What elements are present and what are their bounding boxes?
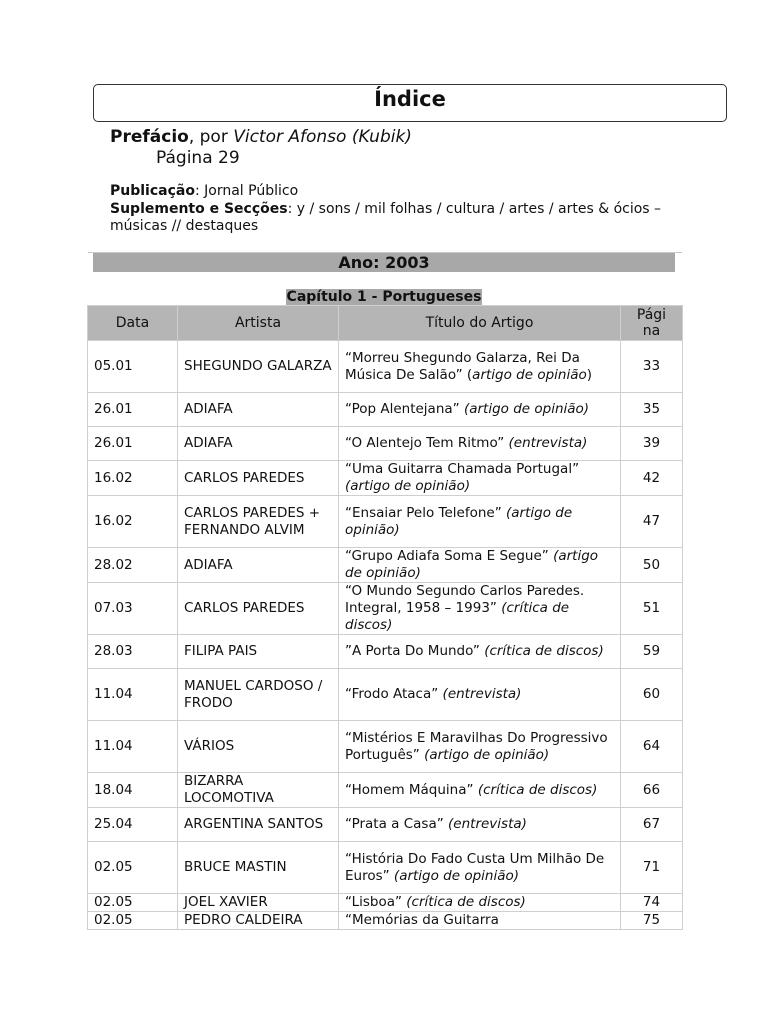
row-title-note: (artigo de opinião) [345,548,599,581]
row-title-note: artigo de opinião [472,366,587,383]
row-title-text: “Homem Máquina” [345,781,478,798]
row-page: 75 [621,912,683,930]
table-row [88,461,683,496]
sections-label: Suplemento e Secções [110,200,288,217]
row-title-text: “Mistérios E Maravilhas Do Progressivo Português” [345,729,608,763]
chapter-label: Capítulo 1 - Portugueses [286,289,482,305]
table-row [88,548,683,583]
row-artist: ADIAFA [178,548,339,583]
row-date: 28.03 [88,635,178,669]
row-title-text: “Prata a Casa” [345,816,449,832]
row-title-note: (artigo de opinião) [345,478,471,494]
row-date: 07.03 [88,583,178,635]
row-title [339,496,621,548]
row-date: 26.01 [88,427,178,461]
row-artist: VÁRIOS [178,721,339,773]
row-page: 47 [621,496,683,548]
publication-block [110,183,670,236]
publication-label: Publicação [110,183,195,199]
row-artist: SHEGUNDO GALARZA [178,341,339,393]
row-title [339,461,621,496]
row-title-note: (entrevista) [448,816,527,832]
table-row [88,912,683,930]
row-page: 60 [621,669,683,721]
row-title [339,669,621,721]
row-title-note: (crítica de discos) [484,643,604,659]
row-page: 39 [621,427,683,461]
sections-value: : y / sons / mil folhas / cultura / artes / artes & ócios – músicas // destaques [110,200,662,234]
table-row [88,669,683,721]
row-title [339,427,621,461]
row-title [339,912,621,930]
row-artist: BRUCE MASTIN [178,842,339,894]
header-title: Título do Artigo [339,306,621,341]
row-date: 11.04 [88,669,178,721]
row-title [339,773,621,808]
row-title-note: (entrevista) [508,435,588,451]
table-row [88,341,683,393]
chapter-heading [0,286,768,306]
header-page: Pági na [621,306,683,341]
header-date: Data [88,306,178,341]
row-artist: JOEL XAVIER [178,894,339,912]
row-title-note: (crítica de discos) [406,894,526,910]
row-title-text: “Morreu Shegundo Galarza, Rei Da Música De Salão” ( [345,349,580,383]
row-date: 02.05 [88,912,178,930]
row-date: 05.01 [88,341,178,393]
row-title-close: ) [586,366,593,383]
row-title-note: (crítica de discos) [477,781,598,798]
table-row [88,773,683,808]
row-page: 66 [621,773,683,808]
row-page: 42 [621,461,683,496]
preface-author: Victor Afonso (Kubik) [233,127,412,147]
preface-by: , por [188,127,234,147]
table-row [88,427,683,461]
row-title-text: “Ensaiar Pelo Telefone” [345,504,506,521]
row-title-text: “O Alentejo Tem Ritmo” [345,435,509,451]
row-title-note: (entrevista) [442,686,522,702]
row-artist: ADIAFA [178,393,339,427]
row-title-text: ”A Porta Do Mundo” [345,643,485,659]
row-title-note: (crítica de discos) [345,600,570,633]
table-row [88,808,683,842]
publication-value: : Jornal Público [194,183,299,199]
preface-page: Página 29 [156,148,240,168]
publication-line [110,183,670,201]
row-title-text: “História Do Fado Custa Um Milhão De Euros” [345,850,605,884]
row-title-text: “Uma Guitarra Chamada Portugal” [345,461,580,477]
row-artist: CARLOS PAREDES [178,461,339,496]
table-row [88,496,683,548]
row-title-note: (artigo de opinião) [463,401,590,417]
row-title [339,894,621,912]
row-artist: ADIAFA [178,427,339,461]
header-artist: Artista [178,306,339,341]
index-table [87,305,683,930]
row-title [339,583,621,635]
row-title-text: “Lisboa” [345,894,407,910]
row-title [339,393,621,427]
row-title-text: “Memórias da Guitarra [345,912,499,928]
row-title [339,635,621,669]
row-page: 74 [621,894,683,912]
row-page: 67 [621,808,683,842]
sections-line [110,201,670,236]
row-artist: BIZARRA LOCOMOTIVA [178,773,339,808]
row-page: 71 [621,842,683,894]
row-page: 50 [621,548,683,583]
row-date: 26.01 [88,393,178,427]
table-header-row [88,306,683,341]
row-artist: MANUEL CARDOSO / FRODO [178,669,339,721]
table-row [88,635,683,669]
row-page: 59 [621,635,683,669]
year-heading: Ano: 2003 [93,253,675,272]
row-title [339,842,621,894]
preface-block [110,127,412,169]
row-date: 02.05 [88,894,178,912]
row-page: 33 [621,341,683,393]
table-row [88,721,683,773]
row-title [339,341,621,393]
row-title-text: “O Mundo Segundo Carlos Paredes. Integral, 1958 – 1993” [345,583,585,616]
row-date: 28.02 [88,548,178,583]
row-title-note: (artigo de opinião) [393,867,520,884]
row-date: 25.04 [88,808,178,842]
row-artist: ARGENTINA SANTOS [178,808,339,842]
row-artist: PEDRO CALDEIRA [178,912,339,930]
index-title: Índice [93,84,727,122]
row-title [339,721,621,773]
row-date: 18.04 [88,773,178,808]
row-page: 35 [621,393,683,427]
row-title-note: (artigo de opinião) [345,504,573,538]
row-artist: FILIPA PAIS [178,635,339,669]
preface-label: Prefácio [110,127,189,147]
row-page: 51 [621,583,683,635]
row-artist: CARLOS PAREDES [178,583,339,635]
row-page: 64 [621,721,683,773]
row-title [339,548,621,583]
table-row [88,842,683,894]
row-date: 16.02 [88,496,178,548]
row-artist: CARLOS PAREDES + FERNANDO ALVIM [178,496,339,548]
row-title-text: “Frodo Ataca” [345,686,443,702]
row-title-text: “Pop Alentejana” [345,401,464,417]
preface-line [110,127,412,148]
row-title [339,808,621,842]
table-row [88,583,683,635]
row-title-text: “Grupo Adiafa Soma E Segue” [345,548,554,564]
row-date: 11.04 [88,721,178,773]
row-date: 02.05 [88,842,178,894]
table-row [88,894,683,912]
row-title-note: (artigo de opinião) [424,746,550,763]
row-date: 16.02 [88,461,178,496]
table-row [88,393,683,427]
